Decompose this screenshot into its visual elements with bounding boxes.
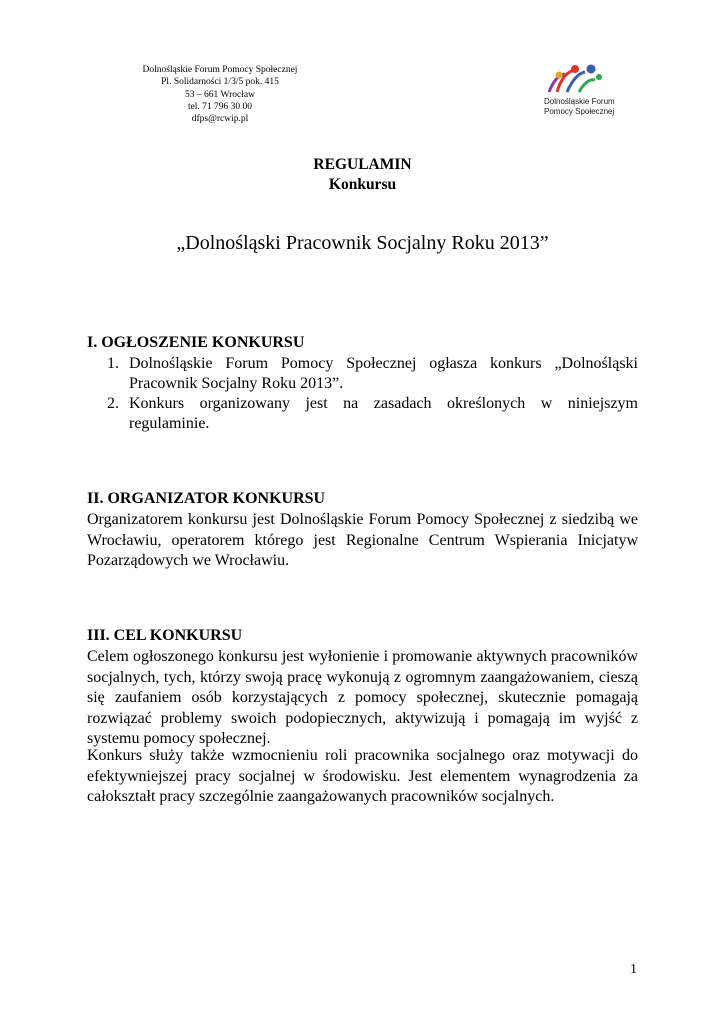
logo-figures-icon (545, 62, 605, 96)
address-line-org: Dolnośląskie Forum Pomocy Społecznej (142, 65, 298, 75)
section-3-heading: III. CEL KONKURSU (87, 627, 243, 644)
section-2-text: Organizatorem konkursu jest Dolnośląskie Forum Pomocy Społecznej z siedzibą we Wrocławiu, operatorem którego jest Regionalne Centrum Wspierania Inicjatyw Pozarządowych we Wrocławiu. (87, 511, 638, 569)
list-item-number: 2. (107, 395, 119, 412)
address-line-phone: tel. 71 796 30 00 (187, 101, 253, 112)
contest-name: „Dolnośląski Pracownik Socjalny Roku 2013” (176, 232, 549, 254)
document-title: REGULAMIN (313, 156, 412, 173)
section-3-paragraph-2: Konkurs służy także wzmocnieniu roli pracownika socjalnego oraz motywacji do efektywniejszej pracy socjalnej w środowisku. Jest elementem wynagrodzenia za całokształt pracy szczególnie zaangażowanych pracowników socjalnych. (87, 747, 638, 805)
organization-logo (540, 62, 620, 118)
section-2-heading: II. ORGANIZATOR KONKURSU (87, 490, 326, 507)
address-line-city: 53 – 661 Wrocław (185, 89, 255, 100)
address-line-street: Pl. Solidarności 1/3/5 pok. 415 (161, 77, 279, 88)
list-item-number: 1. (107, 355, 119, 372)
logo-text-line1: Dolnośląskie Forum (544, 97, 615, 106)
header-address (130, 64, 310, 125)
section-3-paragraph-1: Celem ogłoszonego konkursu jest wyłonienie i promowanie aktywnych pracowników socjalnych, tych, którzy swoją pracę wykonują z ogromnym zaangażowaniem, cieszą się zaufaniem osób korzystających z pomocy społecznej, skutecznie pomagają rozwiązać problemy swoich podopiecznych, aktywizują i pomagają im wyjść z systemu pomocy społecznej. (87, 648, 638, 747)
list-item-text: Dolnośląskie Forum Pomocy Społecznej ogłasza konkurs „Dolnośląski Pracownik Socjalny Roku 2013”. (129, 355, 638, 392)
list-item (107, 394, 638, 434)
document-subtitle: Konkursu (328, 176, 397, 193)
address-line-email[interactable]: dfps@rcwip.pl (191, 114, 249, 125)
logo-text-line2: Pomocy Społecznej (544, 106, 615, 116)
section-1-heading: I. OGŁOSZENIE KONKURSU (87, 334, 305, 351)
page-number: 1 (630, 962, 637, 977)
list-item (107, 354, 638, 394)
list-item-text: Konkurs organizowany jest na zasadach określonych w niniejszym regulaminie. (129, 395, 638, 432)
section-1-list (107, 354, 638, 434)
logo-text (544, 97, 615, 116)
